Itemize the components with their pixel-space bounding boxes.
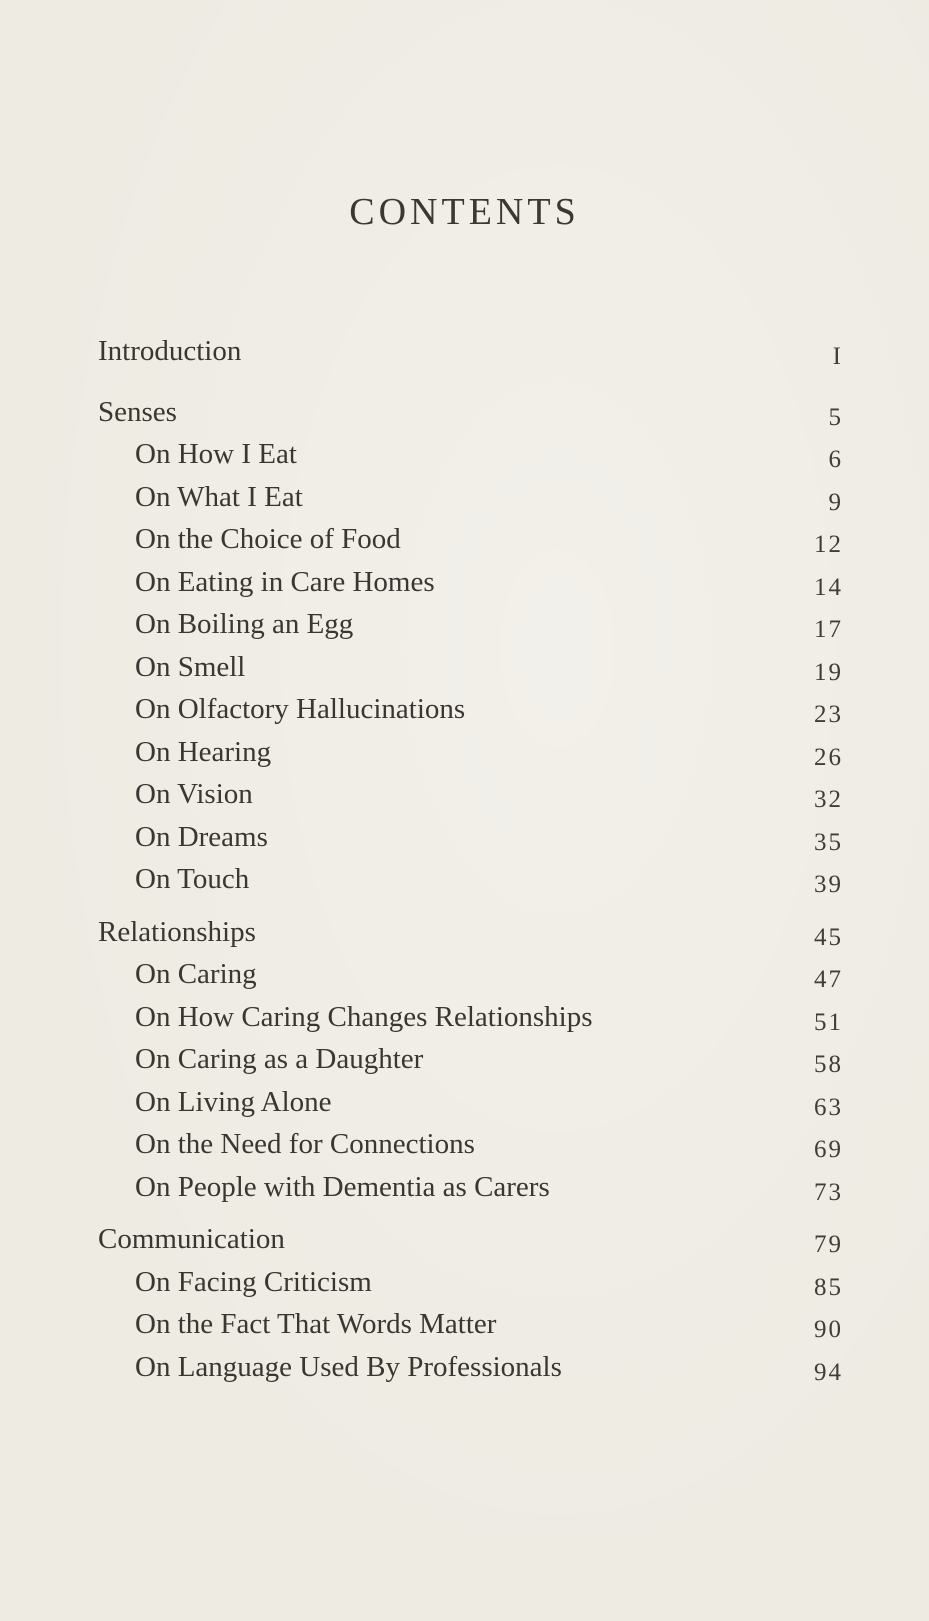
toc-entry-label: On Caring [135,958,257,990]
toc-heading-row [98,330,853,373]
toc-entry-label: On Vision [135,778,253,810]
toc-entry-label: On Boiling an Egg [135,608,354,640]
toc-page-number: 85 [814,1273,843,1301]
toc-page-number: 5 [828,403,843,431]
toc-section-communication [98,1218,853,1388]
toc-entry-row [98,1038,853,1081]
toc-entry-row [98,603,853,646]
toc-heading-row [98,391,853,434]
table-of-contents [98,330,853,1398]
toc-entry-row [98,561,853,604]
contents-title: CONTENTS [349,191,580,233]
toc-page-number: 26 [814,743,843,771]
toc-page-number: 6 [828,446,843,473]
toc-entry-row [98,646,853,689]
toc-heading-row [98,911,853,954]
toc-entry-label: On Olfactory Hallucinations [135,693,466,725]
toc-heading-label: Relationships [98,915,256,948]
toc-entry-row [98,1166,853,1209]
toc-entry-label: On Touch [135,863,250,895]
toc-entry-label: On Smell [135,650,246,683]
toc-entry-row [98,858,853,901]
toc-page-number: 94 [814,1358,843,1386]
toc-section-relationships [98,911,853,1209]
toc-entry-row [98,773,853,816]
toc-page-number: 90 [814,1316,843,1343]
toc-entry-label: On Living Alone [135,1085,332,1118]
toc-entry-row [98,688,853,731]
toc-entry-label: On the Fact That Words Matter [135,1308,497,1340]
toc-entry-label: On Language Used By Professionals [135,1350,562,1383]
toc-page-number: 73 [814,1178,843,1206]
toc-page-number: 12 [814,531,843,558]
toc-page-number: I [832,343,843,370]
toc-entry-label: On How Caring Changes Relationships [135,1000,593,1033]
toc-entry-label: On People with Dementia as Carers [135,1170,550,1203]
toc-heading-label: Introduction [98,335,242,367]
toc-entry-row [98,953,853,996]
toc-page-number: 9 [828,488,843,516]
toc-page-number: 51 [814,1008,843,1036]
toc-entry-label: On What I Eat [135,480,303,513]
toc-entry-label: On Eating in Care Homes [135,565,435,598]
toc-entry-label: On the Choice of Food [135,523,401,555]
toc-heading-row [98,1218,853,1261]
toc-page-number: 63 [814,1093,843,1121]
toc-entry-row [98,1303,853,1346]
toc-page-number: 39 [814,871,843,898]
toc-heading-label: Communication [98,1223,285,1255]
toc-entry-row [98,518,853,561]
toc-entry-row [98,731,853,774]
toc-page-number: 35 [814,828,843,856]
toc-entry-label: On Hearing [135,735,272,768]
toc-entry-label: On the Need for Connections [135,1128,475,1160]
toc-heading-label: Senses [98,395,177,428]
toc-entry-label: On Dreams [135,820,268,853]
toc-page-number: 32 [814,786,843,813]
toc-entry-label: On How I Eat [135,438,297,470]
toc-entry-row [98,476,853,519]
toc-page-number: 79 [814,1231,843,1258]
toc-page-number: 23 [814,701,843,728]
toc-entry-label: On Facing Criticism [135,1265,372,1298]
toc-section-introduction [98,330,853,373]
toc-page-number: 45 [814,923,843,951]
toc-page-number: 17 [814,616,843,643]
toc-page-number: 19 [814,658,843,686]
toc-page-number: 47 [814,966,843,993]
toc-page-number: 14 [814,573,843,601]
toc-entry-row [98,1346,853,1389]
toc-section-senses [98,391,853,901]
toc-entry-row [98,816,853,859]
toc-entry-row [98,996,853,1039]
toc-page-number: 58 [814,1051,843,1078]
toc-entry-row [98,1123,853,1166]
toc-entry-row [98,433,853,476]
toc-page-number: 69 [814,1136,843,1163]
toc-entry-row [98,1261,853,1304]
toc-entry-label: On Caring as a Daughter [135,1043,424,1075]
toc-entry-row [98,1081,853,1124]
